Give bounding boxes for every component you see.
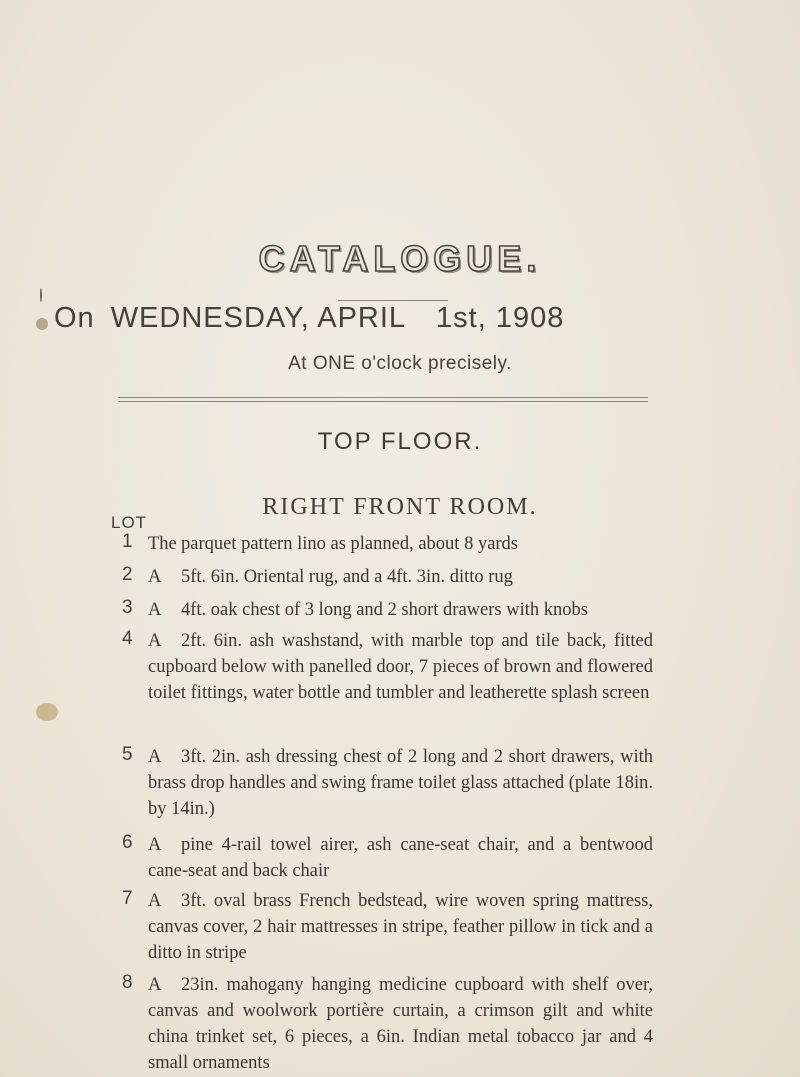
lot-description [148,531,653,557]
lot-text: 23in. mahogany hanging medicine cupboard with shelf over, canvas and woolwork portière curtain, a crimson gilt and white china trinket set, 6 pieces, a 6in. Indian metal tobacco jar and 4 small ornaments [148,975,653,1073]
lot-article: The [148,534,177,554]
paper-blemish [40,288,42,302]
paper-blemish [36,703,58,721]
lot-text: 5ft. 6in. Oriental rug, and a 4ft. 3in. ditto rug [181,567,513,587]
lot-number: 1 [122,531,133,552]
lot-article: A [148,891,162,911]
lot-text: parquet pattern lino as planned, about 8 yards [181,534,519,554]
lot-description [148,832,653,884]
lot-column-header: LOT [111,513,148,532]
lot-article: A [148,975,162,995]
lot-number: 3 [122,597,133,618]
sale-day: WEDNESDAY, APRIL [110,302,407,334]
lot-description [148,744,653,822]
lot-article: A [148,631,162,651]
lot-article: A [148,600,162,620]
lot-description [148,972,653,1076]
lot-number: 7 [122,888,133,909]
paper-blemish [36,318,48,330]
sale-date-line [54,302,774,335]
lot-description [148,564,653,590]
lot-number: 2 [122,564,133,585]
lot-number: 8 [122,972,133,993]
lot-description [148,597,653,623]
floor-heading: TOP FLOOR. [317,428,483,455]
lot-number: 5 [122,744,133,765]
sale-time: At ONE o'clock precisely. [288,353,512,374]
lot-text: 2ft. 6in. ash washstand, with marble top and tile back, fitted cupboard below with panelled door, 7 pieces of brown and flowered toilet fittings, water bottle and tumbler and leatherette splash screen [148,631,653,703]
title-underline [338,300,448,301]
room-heading: RIGHT FRONT ROOM. [262,494,538,520]
lot-number: 6 [122,832,133,853]
sale-on: On [54,302,95,334]
lot-text: 4ft. oak chest of 3 long and 2 short drawers with knobs [181,600,588,620]
lot-text: 3ft. 2in. ash dressing chest of 2 long and 2 short drawers, with brass drop handles and swing frame toilet glass attached (plate 18in. by 14in.) [148,747,654,819]
lot-text: pine 4-rail towel airer, ash cane-seat chair, and a bentwood cane-seat and back chair [148,835,653,881]
lot-text: 3ft. oval brass French bedstead, wire woven spring mattress, canvas cover, 2 hair mattresses in stripe, feather pillow in tick and a ditto in stripe [148,891,653,963]
lot-article: A [148,747,162,767]
lot-article: A [148,835,162,855]
sale-date: 1st, 1908 [436,302,565,334]
catalogue-title: CATALOGUE. [258,238,542,279]
lot-description [148,628,653,706]
lot-article: A [148,567,162,587]
lot-description [148,888,653,966]
lot-number: 4 [122,628,133,649]
section-divider [118,397,648,402]
